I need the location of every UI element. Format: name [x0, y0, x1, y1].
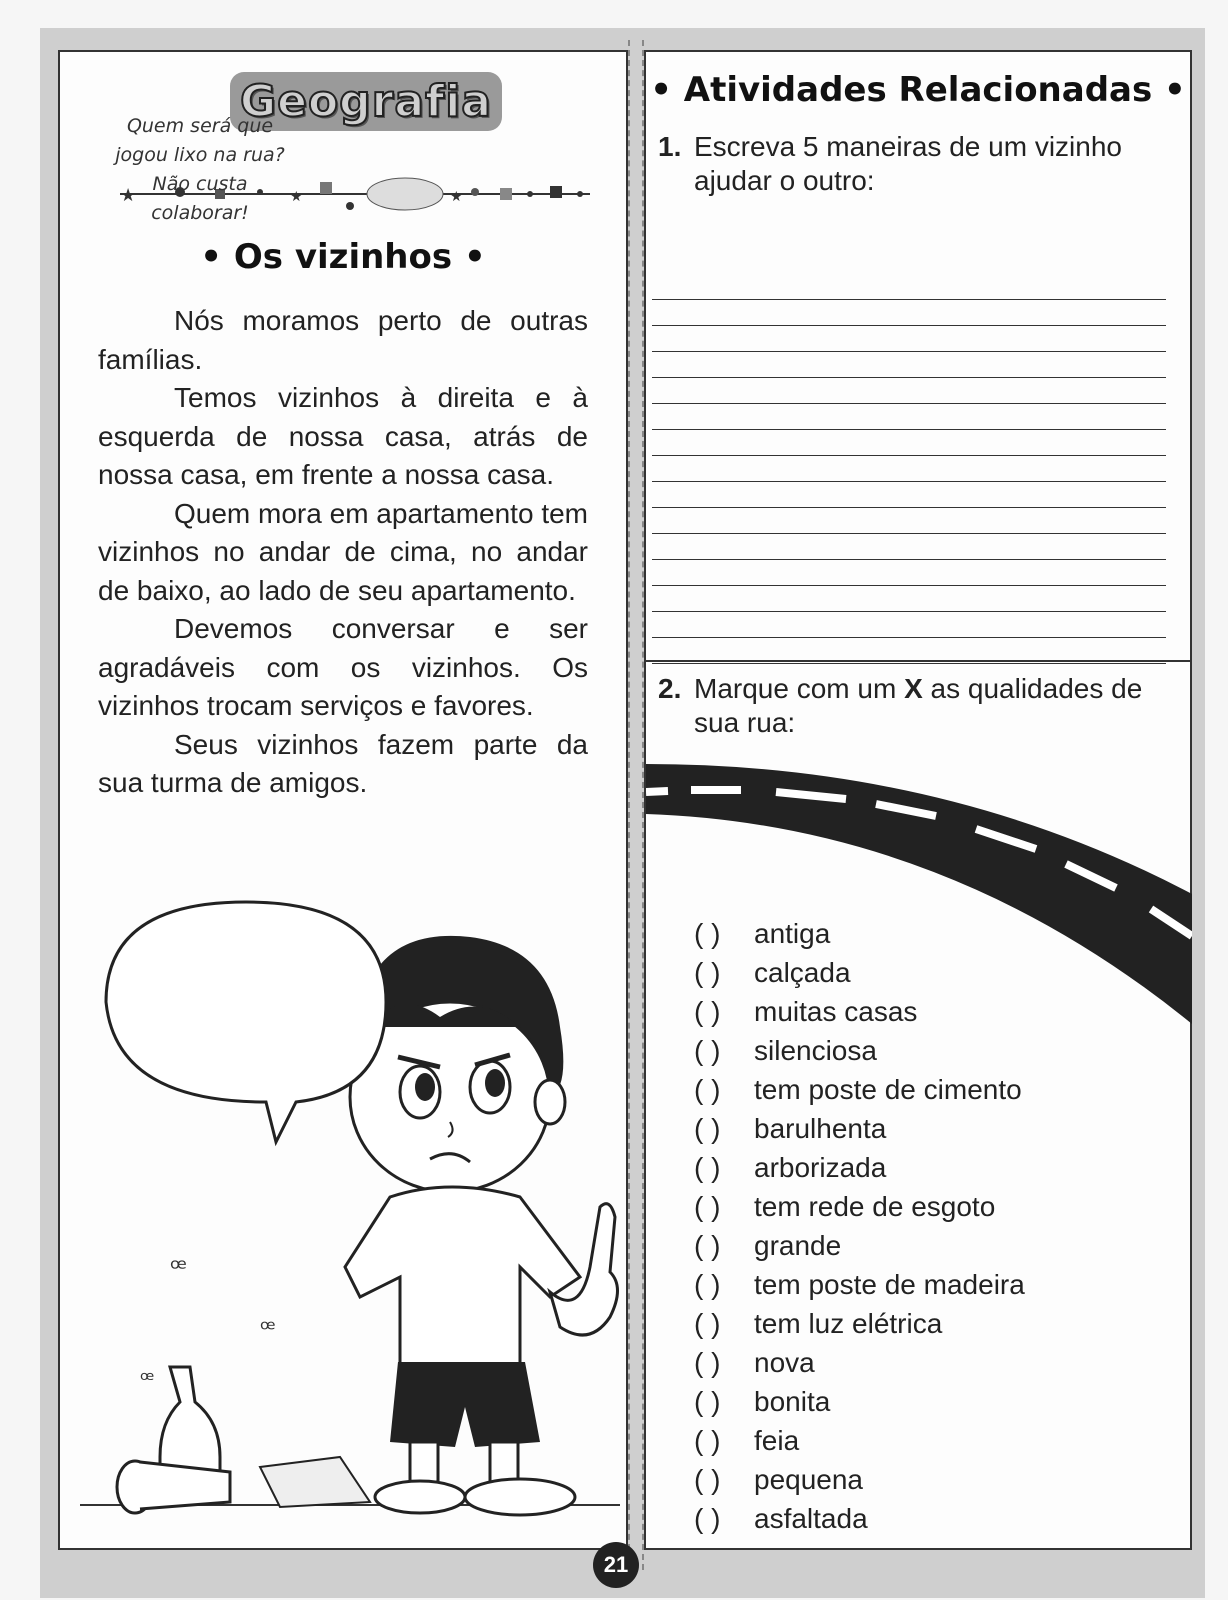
checklist-item[interactable]	[694, 1031, 1025, 1070]
answer-line[interactable]	[652, 534, 1166, 560]
svg-text:★: ★	[120, 185, 137, 205]
question-2-number: 2.	[658, 673, 682, 704]
checkbox-parentheses[interactable]: ( )	[694, 1347, 721, 1378]
answer-line[interactable]	[652, 560, 1166, 586]
question-2-text	[694, 672, 1164, 740]
checkbox-parentheses[interactable]: ( )	[694, 996, 721, 1027]
checklist-item[interactable]	[694, 1421, 1025, 1460]
checklist-item[interactable]	[694, 1187, 1025, 1226]
checklist-item[interactable]	[694, 1460, 1025, 1499]
question-1-text: Escreva 5 maneiras de um vizinho ajudar o outro:	[694, 131, 1122, 196]
answer-line[interactable]	[652, 508, 1166, 534]
speech-bubble	[96, 892, 396, 1152]
checkbox-parentheses[interactable]: ( )	[694, 1230, 721, 1261]
story-paragraph: Devemos conversar e ser agradáveis com os vizinhos. Os vizinhos trocam serviços e favores.	[98, 613, 588, 721]
question-1-number: 1.	[658, 131, 682, 162]
answer-line[interactable]	[652, 586, 1166, 612]
checkbox-parentheses[interactable]: ( )	[694, 1035, 721, 1066]
question-2-text-after: as qualidades de sua rua:	[694, 673, 1143, 738]
page-number: 21	[593, 1542, 639, 1588]
checklist-item-label: pequena	[754, 1464, 864, 1495]
checklist-item[interactable]	[694, 1382, 1025, 1421]
checklist-item-label: tem poste de cimento	[754, 1074, 1022, 1105]
answer-line[interactable]	[652, 352, 1166, 378]
activities-panel	[644, 50, 1192, 1550]
checkbox-parentheses[interactable]: ( )	[694, 1152, 721, 1183]
checklist-item[interactable]	[694, 992, 1025, 1031]
checklist-item-label: tem poste de madeira	[754, 1269, 1025, 1300]
checklist-item[interactable]	[694, 914, 1025, 953]
checklist-item-label: arborizada	[754, 1152, 887, 1183]
svg-text:★: ★	[290, 188, 303, 204]
checklist-item[interactable]	[694, 1148, 1025, 1187]
checkbox-parentheses[interactable]: ( )	[694, 1269, 721, 1300]
checklist-item[interactable]	[694, 1343, 1025, 1382]
checkbox-parentheses[interactable]: ( )	[694, 1425, 721, 1456]
svg-text:ꟹ: ꟹ	[260, 1316, 276, 1343]
checkbox-parentheses[interactable]: ( )	[694, 1191, 721, 1222]
activities-title: • Atividades Relacionadas •	[650, 70, 1186, 110]
checklist-item-label: tem rede de esgoto	[754, 1191, 996, 1222]
story-paragraph: Seus vizinhos fazem parte da sua turma de amigos.	[98, 728, 588, 798]
answer-line[interactable]	[652, 430, 1166, 456]
svg-text:ꟹ: ꟹ	[140, 1367, 155, 1392]
checklist-item-label: bonita	[754, 1386, 831, 1417]
checklist-item-label: calçada	[754, 957, 851, 988]
story-title: • Os vizinhos •	[200, 237, 486, 277]
answer-line[interactable]	[652, 326, 1166, 352]
story-paragraph: Temos vizinhos à direita e à esquerda de nossa casa, atrás de nossa casa, em frente a nossa casa.	[98, 382, 588, 490]
checkbox-parentheses[interactable]: ( )	[694, 1503, 721, 1534]
answer-line[interactable]	[652, 482, 1166, 508]
checklist-item-label: tem luz elétrica	[754, 1308, 943, 1339]
svg-text:ꟹ: ꟹ	[170, 1253, 187, 1283]
answer-line[interactable]	[652, 456, 1166, 482]
speech-bubble-text: Quem será que jogou lixo na rua? Não custa colaborar!	[115, 115, 285, 224]
checklist-item[interactable]	[694, 1070, 1025, 1109]
checkbox-parentheses[interactable]: ( )	[694, 957, 721, 988]
checkbox-parentheses[interactable]: ( )	[694, 1386, 721, 1417]
checklist-item-label: barulhenta	[754, 1113, 887, 1144]
subject-logo-text: Geografia	[230, 72, 502, 131]
section-divider	[646, 660, 1190, 662]
checkbox-parentheses[interactable]: ( )	[694, 1113, 721, 1144]
checklist-item[interactable]	[694, 1226, 1025, 1265]
checkbox-parentheses[interactable]: ( )	[694, 1464, 721, 1495]
question-2-text-before: Marque com um	[694, 673, 897, 704]
answer-line[interactable]	[652, 300, 1166, 326]
checkbox-parentheses[interactable]: ( )	[694, 918, 721, 949]
answer-line[interactable]	[652, 274, 1166, 300]
story-paragraph: Quem mora em apartamento tem vizinhos no andar de cima, no andar de baixo, ao lado de seu apartamento.	[98, 497, 588, 606]
question-1	[658, 130, 1178, 198]
checklist-item[interactable]	[694, 1109, 1025, 1148]
checklist-item-label: silenciosa	[754, 1035, 877, 1066]
question-2-mark-letter: X	[904, 673, 923, 704]
checkbox-parentheses[interactable]: ( )	[694, 1074, 721, 1105]
answer-lines[interactable]	[652, 274, 1166, 664]
checklist-item[interactable]	[694, 1304, 1025, 1343]
checklist-item-label: muitas casas	[754, 996, 918, 1027]
svg-text:★: ★	[450, 188, 463, 204]
story-panel	[58, 50, 628, 1550]
checklist-item-label: asfaltada	[754, 1503, 868, 1534]
answer-line[interactable]	[652, 404, 1166, 430]
checklist-item-label: grande	[754, 1230, 842, 1261]
answer-line[interactable]	[652, 612, 1166, 638]
checklist-item[interactable]	[694, 953, 1025, 992]
checklist-item-label: antiga	[754, 918, 831, 949]
qualities-checklist	[694, 914, 1025, 1538]
checklist-item[interactable]	[694, 1265, 1025, 1304]
page-spine	[628, 40, 644, 1570]
checkbox-parentheses[interactable]: ( )	[694, 1308, 721, 1339]
story-text	[98, 302, 588, 803]
checklist-item[interactable]	[694, 1499, 1025, 1538]
answer-line[interactable]	[652, 378, 1166, 404]
story-paragraph: Nós moramos perto de outras famílias.	[98, 305, 588, 375]
question-2	[658, 672, 1178, 740]
checklist-item-label: feia	[754, 1425, 800, 1456]
checklist-item-label: nova	[754, 1347, 815, 1378]
